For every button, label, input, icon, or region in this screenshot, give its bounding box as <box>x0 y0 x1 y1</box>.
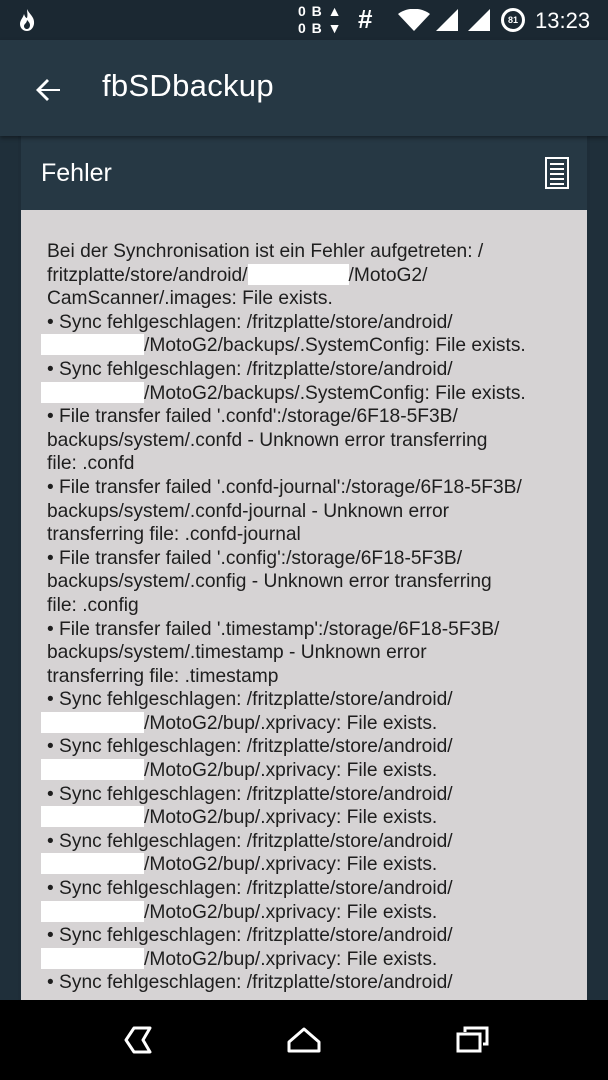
log-line: Bei der Synchronisation ist ein Fehler aufgetreten: / <box>47 241 484 262</box>
log-line: • Sync fehlgeschlagen: /fritzplatte/store/android/ <box>47 783 453 805</box>
nav-back-button[interactable] <box>112 1020 160 1060</box>
document-list-icon <box>541 156 573 190</box>
log-line: /MotoG2/backups/.SystemConfig: File exists. <box>47 382 567 406</box>
app-title: fbSDbackup <box>102 68 274 103</box>
log-line: file: .confd <box>47 453 135 475</box>
back-button[interactable] <box>26 68 70 112</box>
redacted-block <box>41 382 144 403</box>
log-line: backups/system/.timestamp - Unknown error <box>47 642 427 664</box>
error-log <box>47 240 567 995</box>
log-line: fritzplatte/store/android/ /MotoG2/ <box>47 264 428 286</box>
log-line: • Sync fehlgeschlagen: /fritzplatte/store/android/ <box>47 925 453 947</box>
log-line: /MotoG2/backups/.SystemConfig: File exists. <box>47 334 567 358</box>
redacted-block <box>248 264 349 285</box>
log-line: transferring file: .timestamp <box>47 665 279 687</box>
clock: 13:23 <box>535 8 591 33</box>
nav-recent-apps-icon <box>448 1020 496 1060</box>
error-dialog <box>18 136 590 1000</box>
redacted-block <box>41 712 144 733</box>
log-line: • Sync fehlgeschlagen: /fritzplatte/store/android/ <box>47 830 453 852</box>
redacted-block <box>41 853 144 874</box>
log-line: /MotoG2/bup/.xprivacy: File exists. <box>47 948 567 972</box>
signal-icon <box>436 9 458 36</box>
signal-icon-secondary <box>468 9 490 36</box>
navigation-bar <box>0 1000 608 1080</box>
log-line: • Sync fehlgeschlagen: /fritzplatte/store/android/ <box>47 972 453 994</box>
battery-icon: 81 <box>501 8 525 32</box>
log-line: backups/system/.confd-journal - Unknown error <box>47 500 450 522</box>
log-line: • File transfer failed '.timestamp':/storage/6F18-5F3B/ <box>47 618 500 640</box>
redacted-block <box>41 806 144 827</box>
dialog-title: Fehler <box>41 159 112 187</box>
redacted-block <box>41 334 144 355</box>
nav-recent-apps-button[interactable] <box>448 1020 496 1060</box>
redacted-block <box>41 901 144 922</box>
log-line: backups/system/.confd - Unknown error transferring <box>47 429 488 451</box>
log-line: • Sync fehlgeschlagen: /fritzplatte/store/android/ <box>47 311 453 333</box>
redacted-block <box>41 759 144 780</box>
data-down: 0 B <box>298 20 323 36</box>
log-line: file: .config <box>47 594 139 616</box>
network-speed: 0 B ▲ 0 B ▼ <box>298 3 343 36</box>
dialog-header <box>21 136 587 210</box>
log-line: backups/system/.config - Unknown error transferring <box>47 571 492 593</box>
log-line: • File transfer failed '.confd':/storage/6F18-5F3B/ <box>47 406 458 428</box>
arrow-back-icon <box>26 68 70 112</box>
log-line: • Sync fehlgeschlagen: /fritzplatte/store/android/ <box>47 689 453 711</box>
log-line: • Sync fehlgeschlagen: /fritzplatte/store/android/ <box>47 358 453 380</box>
log-line: transferring file: .confd-journal <box>47 524 301 546</box>
flame-icon <box>18 8 36 37</box>
nav-home-icon <box>280 1020 328 1060</box>
log-line: • Sync fehlgeschlagen: /fritzplatte/store/android/ <box>47 878 453 900</box>
log-line: /MotoG2/bup/.xprivacy: File exists. <box>47 806 567 830</box>
log-line: /MotoG2/bup/.xprivacy: File exists. <box>47 759 567 783</box>
nav-back-icon <box>112 1020 160 1060</box>
redacted-block <box>41 948 144 969</box>
data-up: 0 B <box>298 3 323 19</box>
log-line: /MotoG2/bup/.xprivacy: File exists. <box>47 712 567 736</box>
status-bar <box>0 0 608 40</box>
log-line: CamScanner/.images: File exists. <box>47 288 333 310</box>
log-line: • File transfer failed '.confd-journal':/storage/6F18-5F3B/ <box>47 476 522 498</box>
nav-home-button[interactable] <box>280 1020 328 1060</box>
log-line: • Sync fehlgeschlagen: /fritzplatte/store/android/ <box>47 736 453 758</box>
log-line: • File transfer failed '.config':/storage/6F18-5F3B/ <box>47 547 463 569</box>
hash-icon: # <box>358 4 373 34</box>
document-button[interactable] <box>541 156 573 190</box>
action-bar <box>0 40 608 136</box>
wifi-icon <box>398 9 430 36</box>
log-line: /MotoG2/bup/.xprivacy: File exists. <box>47 853 567 877</box>
log-line: /MotoG2/bup/.xprivacy: File exists. <box>47 901 567 925</box>
